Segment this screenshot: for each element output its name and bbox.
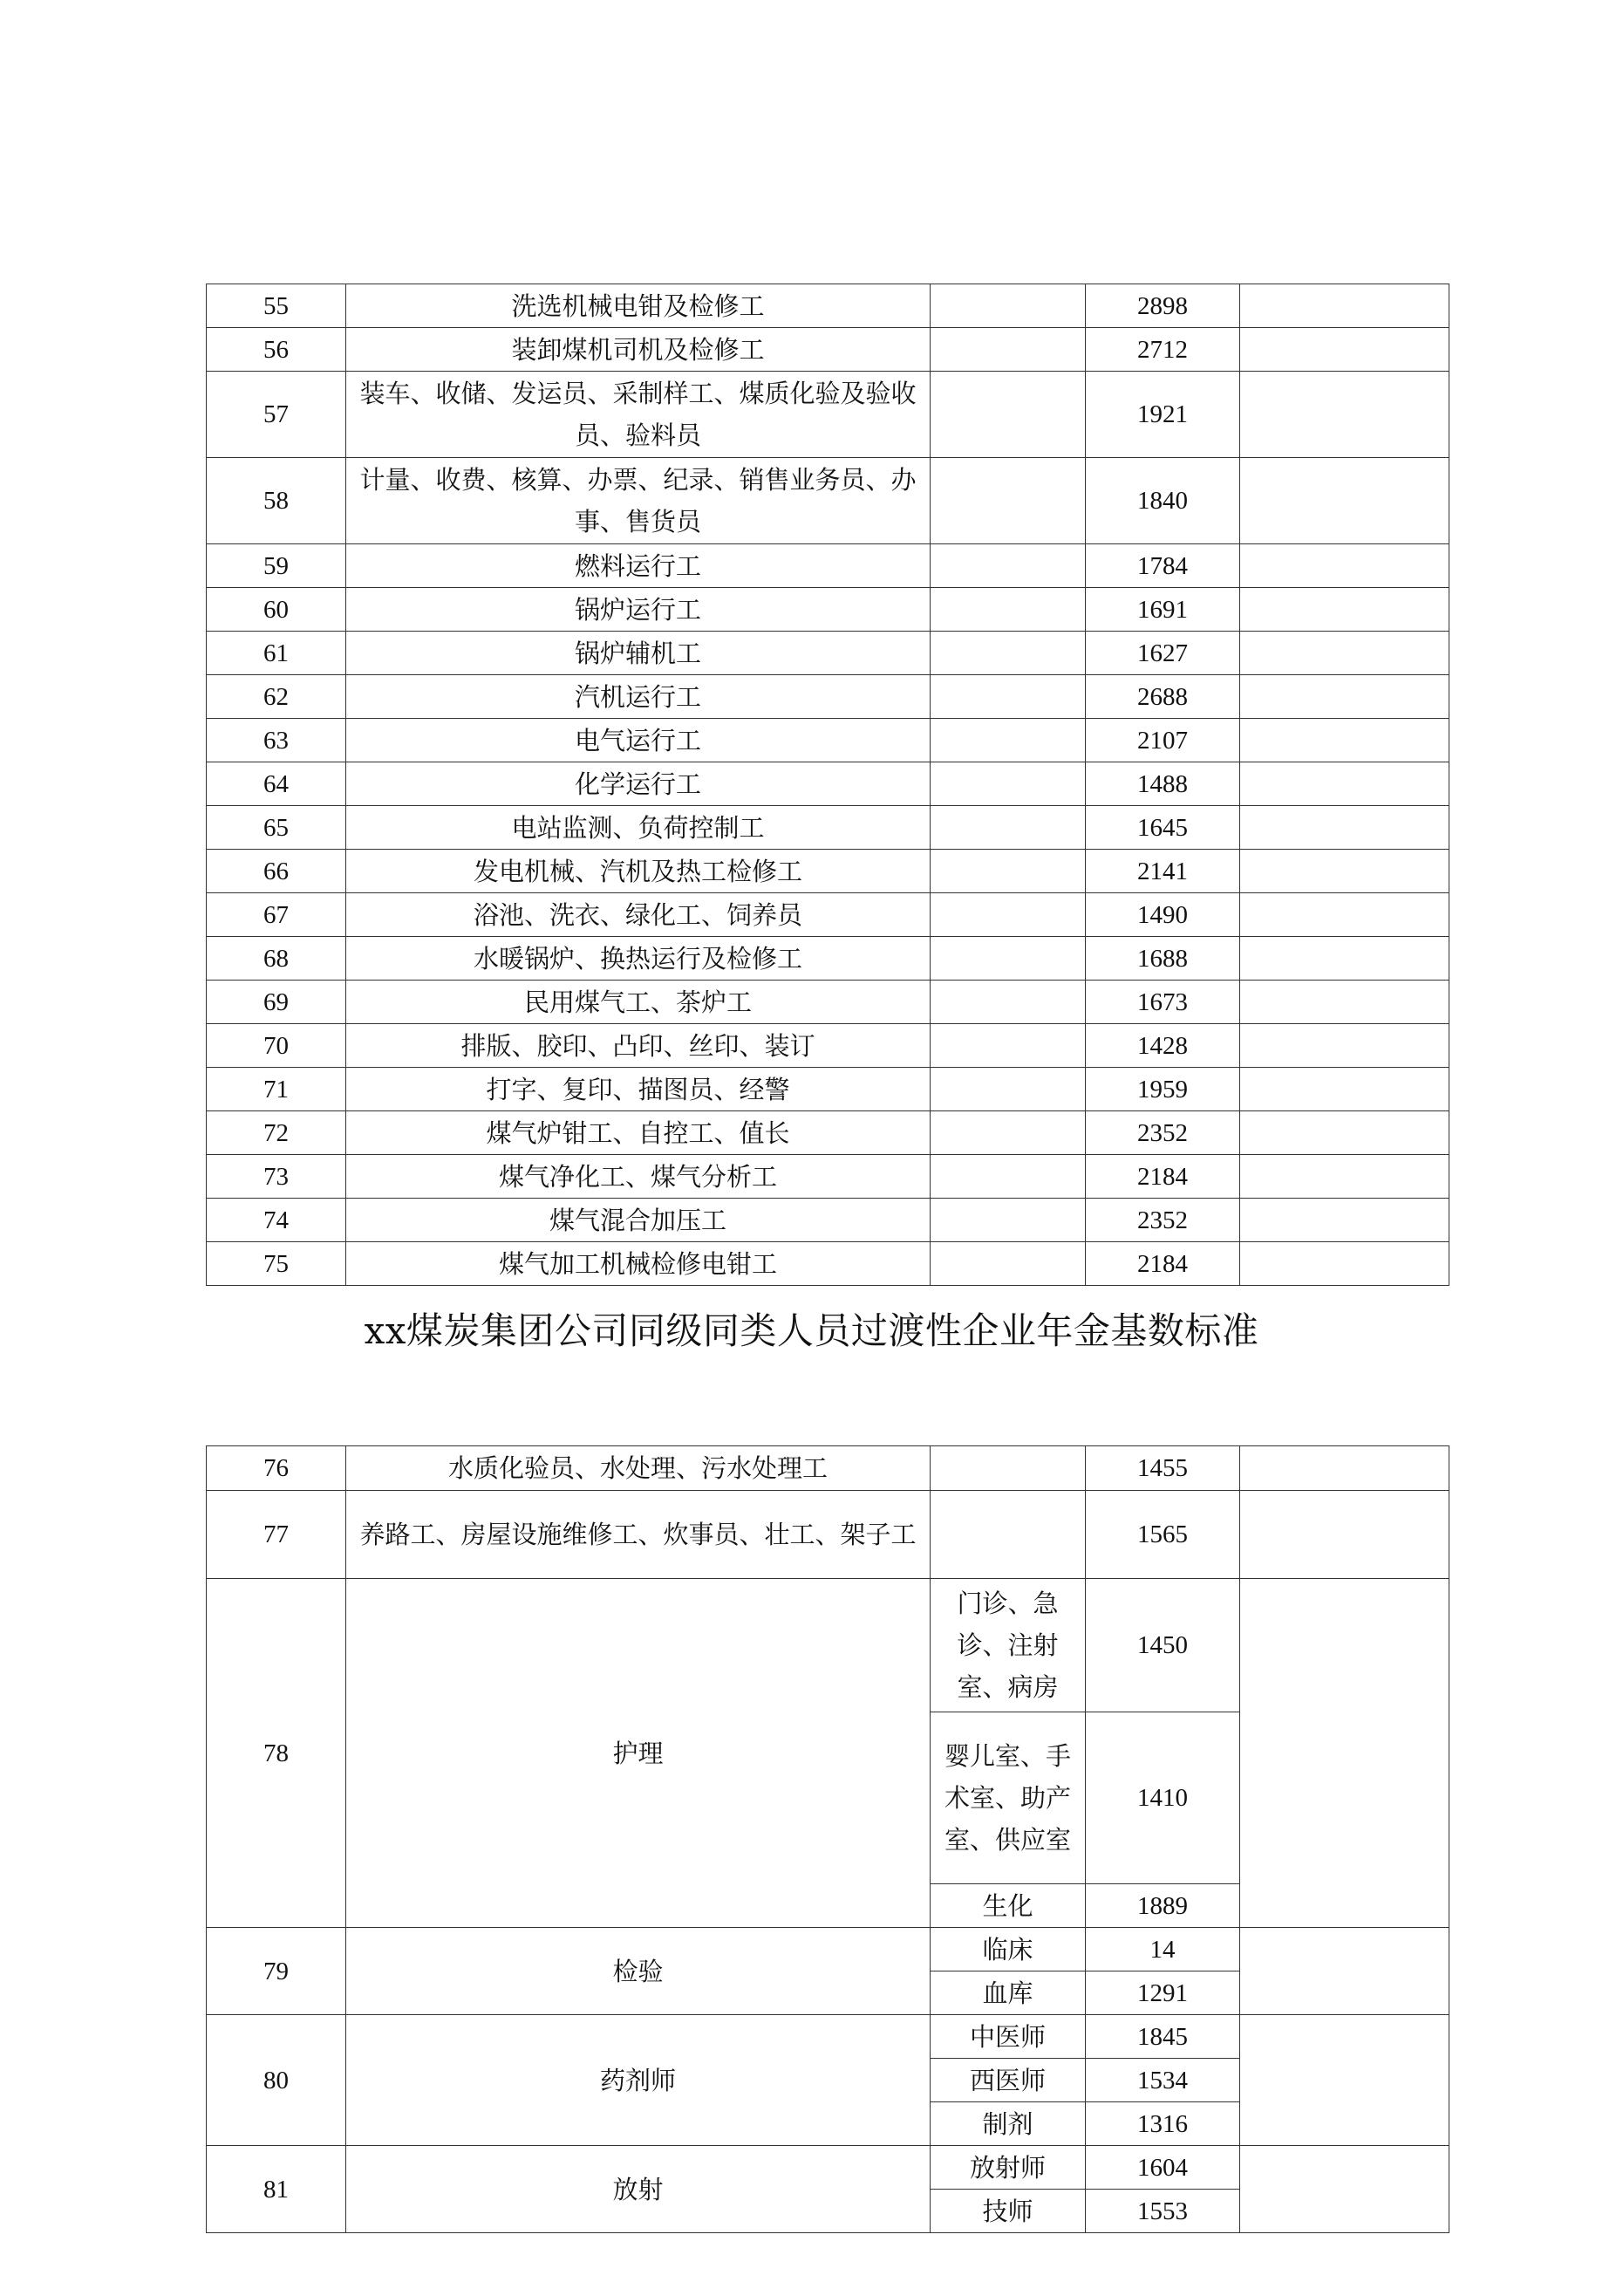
subcategory-cell <box>931 719 1086 762</box>
row-number: 69 <box>207 981 346 1024</box>
wage-base-table-part-2 <box>206 1445 1449 2233</box>
base-value: 1488 <box>1086 762 1240 806</box>
base-value: 2141 <box>1086 850 1240 893</box>
subcategory-cell <box>931 1491 1086 1579</box>
base-value: 1604 <box>1086 2146 1240 2190</box>
remark-cell <box>1240 937 1449 981</box>
base-value: 14 <box>1086 1928 1240 1971</box>
row-number: 55 <box>207 284 346 328</box>
subcategory-cell <box>931 806 1086 850</box>
base-value: 1410 <box>1086 1712 1240 1884</box>
table-row <box>207 850 1449 893</box>
base-value: 1450 <box>1086 1579 1240 1712</box>
subcategory-cell <box>931 372 1086 458</box>
table-row <box>207 284 1449 328</box>
job-title: 药剂师 <box>346 2015 931 2146</box>
base-value: 1645 <box>1086 806 1240 850</box>
job-title: 排版、胶印、凸印、丝印、装订 <box>346 1024 931 1068</box>
base-value: 1784 <box>1086 544 1240 588</box>
document-title: xx煤炭集团公司同级同类人员过渡性企业年金基数标准 <box>364 1309 1259 1352</box>
job-title: 煤气混合加压工 <box>346 1199 931 1242</box>
subcategory-cell <box>931 458 1086 544</box>
base-value: 1691 <box>1086 588 1240 632</box>
base-value: 1553 <box>1086 2190 1240 2233</box>
remark-cell <box>1240 981 1449 1024</box>
row-number: 76 <box>207 1446 346 1491</box>
subcategory-cell <box>931 893 1086 937</box>
table-row <box>207 2015 1449 2059</box>
remark-cell <box>1240 850 1449 893</box>
row-number: 72 <box>207 1111 346 1155</box>
base-value: 2184 <box>1086 1242 1240 1286</box>
base-value: 2898 <box>1086 284 1240 328</box>
base-value: 1889 <box>1086 1884 1240 1928</box>
table-row <box>207 937 1449 981</box>
table-row <box>207 544 1449 588</box>
job-title: 放射 <box>346 2146 931 2233</box>
job-title: 锅炉运行工 <box>346 588 931 632</box>
remark-cell <box>1240 544 1449 588</box>
row-number: 63 <box>207 719 346 762</box>
base-value: 1673 <box>1086 981 1240 1024</box>
subcategory-cell <box>931 1199 1086 1242</box>
row-number: 80 <box>207 2015 346 2146</box>
table-row <box>207 893 1449 937</box>
table-row <box>207 1068 1449 1111</box>
remark-cell <box>1240 2146 1449 2233</box>
remark-cell <box>1240 1242 1449 1286</box>
base-value: 1455 <box>1086 1446 1240 1491</box>
job-title: 民用煤气工、茶炉工 <box>346 981 931 1024</box>
remark-cell <box>1240 1491 1449 1579</box>
subcategory-cell <box>931 981 1086 1024</box>
job-title: 养路工、房屋设施维修工、炊事员、壮工、架子工 <box>346 1491 931 1579</box>
base-value: 2712 <box>1086 328 1240 372</box>
table-row <box>207 1024 1449 1068</box>
job-title: 电气运行工 <box>346 719 931 762</box>
subcategory-cell <box>931 937 1086 981</box>
subcategory-cell <box>931 850 1086 893</box>
table-row <box>207 1111 1449 1155</box>
table-row <box>207 372 1449 458</box>
row-number: 81 <box>207 2146 346 2233</box>
row-number: 56 <box>207 328 346 372</box>
base-value: 1627 <box>1086 632 1240 675</box>
row-number: 73 <box>207 1155 346 1199</box>
table-row <box>207 675 1449 719</box>
subcategory-cell <box>931 328 1086 372</box>
table-row <box>207 1199 1449 1242</box>
remark-cell <box>1240 458 1449 544</box>
remark-cell <box>1240 1199 1449 1242</box>
row-number: 59 <box>207 544 346 588</box>
subcategory-cell <box>931 1446 1086 1491</box>
row-number: 75 <box>207 1242 346 1286</box>
subcategory-cell <box>931 1111 1086 1155</box>
remark-cell <box>1240 372 1449 458</box>
table-row <box>207 328 1449 372</box>
row-number: 79 <box>207 1928 346 2015</box>
job-title: 燃料运行工 <box>346 544 931 588</box>
base-value: 1688 <box>1086 937 1240 981</box>
remark-cell <box>1240 2015 1449 2146</box>
subcategory-label: 门诊、急诊、注射室、病房 <box>931 1579 1086 1712</box>
job-title: 汽机运行工 <box>346 675 931 719</box>
job-title: 装卸煤机司机及检修工 <box>346 328 931 372</box>
row-number: 58 <box>207 458 346 544</box>
table-row <box>207 806 1449 850</box>
base-value: 1845 <box>1086 2015 1240 2059</box>
table-row <box>207 981 1449 1024</box>
table-row <box>207 1491 1449 1579</box>
table-row <box>207 1928 1449 1971</box>
row-number: 65 <box>207 806 346 850</box>
table-row <box>207 2146 1449 2190</box>
job-title: 护理 <box>346 1579 931 1928</box>
remark-cell <box>1240 1024 1449 1068</box>
table-row <box>207 1579 1449 1712</box>
table-row <box>207 588 1449 632</box>
row-number: 71 <box>207 1068 346 1111</box>
base-value: 1534 <box>1086 2059 1240 2102</box>
base-value: 1428 <box>1086 1024 1240 1068</box>
remark-cell <box>1240 1579 1449 1928</box>
job-title: 打字、复印、描图员、经警 <box>346 1068 931 1111</box>
remark-cell <box>1240 1928 1449 2015</box>
remark-cell <box>1240 762 1449 806</box>
row-number: 57 <box>207 372 346 458</box>
base-value: 2352 <box>1086 1111 1240 1155</box>
remark-cell <box>1240 1155 1449 1199</box>
subcategory-cell <box>931 675 1086 719</box>
remark-cell <box>1240 1068 1449 1111</box>
subcategory-cell <box>931 632 1086 675</box>
base-value: 2107 <box>1086 719 1240 762</box>
subcategory-label: 西医师 <box>931 2059 1086 2102</box>
job-title: 装车、收储、发运员、采制样工、煤质化验及验收员、验料员 <box>346 372 931 458</box>
remark-cell <box>1240 632 1449 675</box>
remark-cell <box>1240 719 1449 762</box>
job-title: 锅炉辅机工 <box>346 632 931 675</box>
job-title: 发电机械、汽机及热工检修工 <box>346 850 931 893</box>
subcategory-label: 血库 <box>931 1971 1086 2015</box>
base-value: 1959 <box>1086 1068 1240 1111</box>
table-row <box>207 1155 1449 1199</box>
remark-cell <box>1240 328 1449 372</box>
row-number: 67 <box>207 893 346 937</box>
job-title: 水暖锅炉、换热运行及检修工 <box>346 937 931 981</box>
base-value: 1921 <box>1086 372 1240 458</box>
row-number: 61 <box>207 632 346 675</box>
row-number: 66 <box>207 850 346 893</box>
table-row <box>207 1446 1449 1491</box>
subcategory-label: 制剂 <box>931 2102 1086 2146</box>
table-row <box>207 719 1449 762</box>
job-title: 检验 <box>346 1928 931 2015</box>
base-value: 1565 <box>1086 1491 1240 1579</box>
row-number: 68 <box>207 937 346 981</box>
job-title: 煤气加工机械检修电钳工 <box>346 1242 931 1286</box>
row-number: 74 <box>207 1199 346 1242</box>
base-value: 1291 <box>1086 1971 1240 2015</box>
job-title: 浴池、洗衣、绿化工、饲养员 <box>346 893 931 937</box>
subcategory-cell <box>931 1068 1086 1111</box>
base-value: 1316 <box>1086 2102 1240 2146</box>
subcategory-label: 生化 <box>931 1884 1086 1928</box>
remark-cell <box>1240 1446 1449 1491</box>
subcategory-cell <box>931 544 1086 588</box>
subcategory-cell <box>931 284 1086 328</box>
base-value: 1840 <box>1086 458 1240 544</box>
remark-cell <box>1240 675 1449 719</box>
subcategory-label: 中医师 <box>931 2015 1086 2059</box>
row-number: 62 <box>207 675 346 719</box>
subcategory-label: 放射师 <box>931 2146 1086 2190</box>
subcategory-cell <box>931 762 1086 806</box>
job-title: 煤气炉钳工、自控工、值长 <box>346 1111 931 1155</box>
row-number: 60 <box>207 588 346 632</box>
subcategory-label: 临床 <box>931 1928 1086 1971</box>
table-row <box>207 632 1449 675</box>
job-title: 水质化验员、水处理、污水处理工 <box>346 1446 931 1491</box>
job-title: 煤气净化工、煤气分析工 <box>346 1155 931 1199</box>
job-title: 计量、收费、核算、办票、纪录、销售业务员、办事、售货员 <box>346 458 931 544</box>
subcategory-label: 婴儿室、手术室、助产室、供应室 <box>931 1712 1086 1884</box>
remark-cell <box>1240 806 1449 850</box>
subcategory-cell <box>931 1242 1086 1286</box>
row-number: 77 <box>207 1491 346 1579</box>
subcategory-cell <box>931 1155 1086 1199</box>
remark-cell <box>1240 284 1449 328</box>
base-value: 2184 <box>1086 1155 1240 1199</box>
job-title: 电站监测、负荷控制工 <box>346 806 931 850</box>
row-number: 64 <box>207 762 346 806</box>
subcategory-label: 技师 <box>931 2190 1086 2233</box>
table-row <box>207 1242 1449 1286</box>
job-title: 化学运行工 <box>346 762 931 806</box>
base-value: 1490 <box>1086 893 1240 937</box>
remark-cell <box>1240 588 1449 632</box>
table-row <box>207 458 1449 544</box>
wage-base-table-part-1 <box>206 284 1449 1286</box>
base-value: 2688 <box>1086 675 1240 719</box>
base-value: 2352 <box>1086 1199 1240 1242</box>
subcategory-cell <box>931 1024 1086 1068</box>
remark-cell <box>1240 1111 1449 1155</box>
subcategory-cell <box>931 588 1086 632</box>
table-row <box>207 762 1449 806</box>
remark-cell <box>1240 893 1449 937</box>
job-title: 洗选机械电钳及检修工 <box>346 284 931 328</box>
row-number: 78 <box>207 1579 346 1928</box>
row-number: 70 <box>207 1024 346 1068</box>
